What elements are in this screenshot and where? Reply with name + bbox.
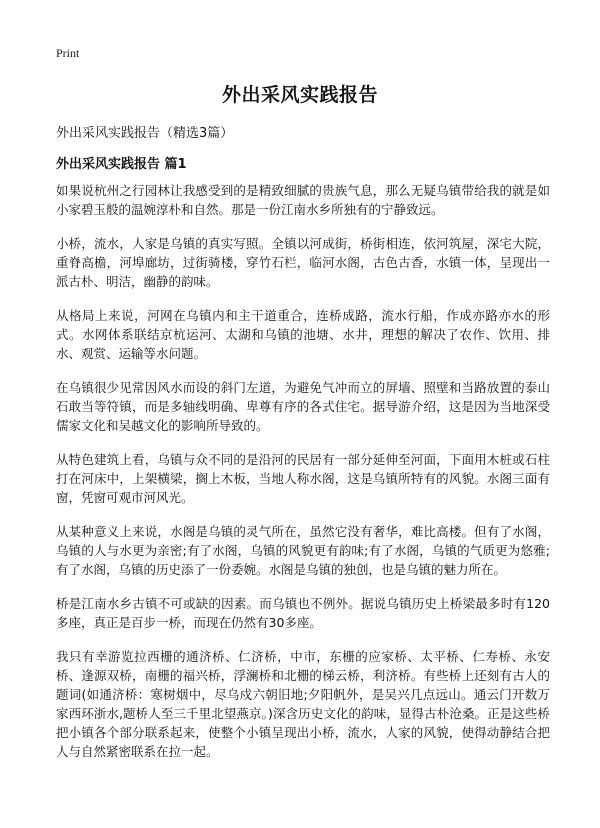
article-body [56, 181, 550, 776]
print-link[interactable]: Print [56, 46, 80, 60]
paragraph-3: 从格局上来说，河网在乌镇内和主干道重合，连桥成路，流水行船，作成亦路亦水的形式。水网体系联结京杭运河、太湖和乌镇的池塘、水井，理想的解决了农作、饮用、排水、观赏、运输等水问题。 [56, 308, 550, 361]
section-heading: 外出采风实践报告 篇1 [56, 157, 187, 172]
paragraph-6: 从某种意义上来说，水阁是乌镇的灵气所在，虽然它没有奢华，难比高楼。但有了水阁，乌镇的人与水更为亲密;有了水阁，乌镇的风貌更有韵味;有了水阁，乌镇的气质更为悠雅;有了水阁，乌镇的历史添了一份委婉。水阁是乌镇的独创，也是乌镇的魅力所在。 [56, 524, 550, 577]
document-subtitle: 外出采风实践报告（精选3篇） [56, 126, 234, 141]
page-title: 外出采风实践报告 [221, 84, 378, 106]
paragraph-5: 从特色建筑上看，乌镇与众不同的是沿河的民居有一部分延伸至河面，下面用木桩或石柱打在河床中，上架横梁，搁上木板，当地人称水阁，这是乌镇所特有的风貌。水阁三面有窗，凭窗可观市河风光。 [56, 452, 550, 505]
paragraph-7: 桥是江南水乡古镇不可或缺的因素。而乌镇也不例外。据说乌镇历史上桥梁最多时有120多座，真正是百步一桥，而现在仍然有30多座。 [56, 596, 550, 630]
paragraph-4: 在乌镇很少见常因风水而设的斜门左道，为避免气冲而立的屏墙、照壁和当路放置的泰山石敢当等符镇，而是多轴线明确、卑尊有序的各式住宅。据导游介绍，这是因为当地深受儒家文化和吴越文化的影响所导致的。 [56, 380, 550, 433]
paragraph-8: 我只有幸游览拉西栅的通济桥、仁济桥，中市，东栅的应家桥、太平桥、仁寿桥、永安桥、逢源双桥，南栅的福兴桥，浮澜桥和北栅的梯云桥，利济桥。有些桥上还刻有古人的题词(如通济桥：寒树烟中，尽乌戍六朝旧地;夕阳帆外，是吴兴几点远山。通云门开数万家西环浙水,题桥人至三千里北望燕京。)深含历史文化的韵味，显得古朴沧桑。正是这些桥把小镇各个部分联系起来，使整个小镇呈现出小桥，流水，人家的风貌，使得动静结合把人与自然紧密联系在拉一起。 [56, 649, 550, 759]
paragraph-1: 如果说杭州之行园林让我感受到的是精致细腻的贵族气息，那么无疑乌镇带给我的就是如小家碧玉般的温婉淳朴和自然。那是一份江南水乡所独有的宁静致远。 [56, 183, 550, 217]
paragraph-2: 小桥，流水，人家是乌镇的真实写照。全镇以河成街，桥街相连，依河筑屋，深宅大院，重脊高檐，河埠廊坊，过街骑楼，穿竹石栏，临河水阁，古色古香，水镇一体，呈现出一派古朴、明洁，幽静的韵味。 [56, 236, 550, 289]
